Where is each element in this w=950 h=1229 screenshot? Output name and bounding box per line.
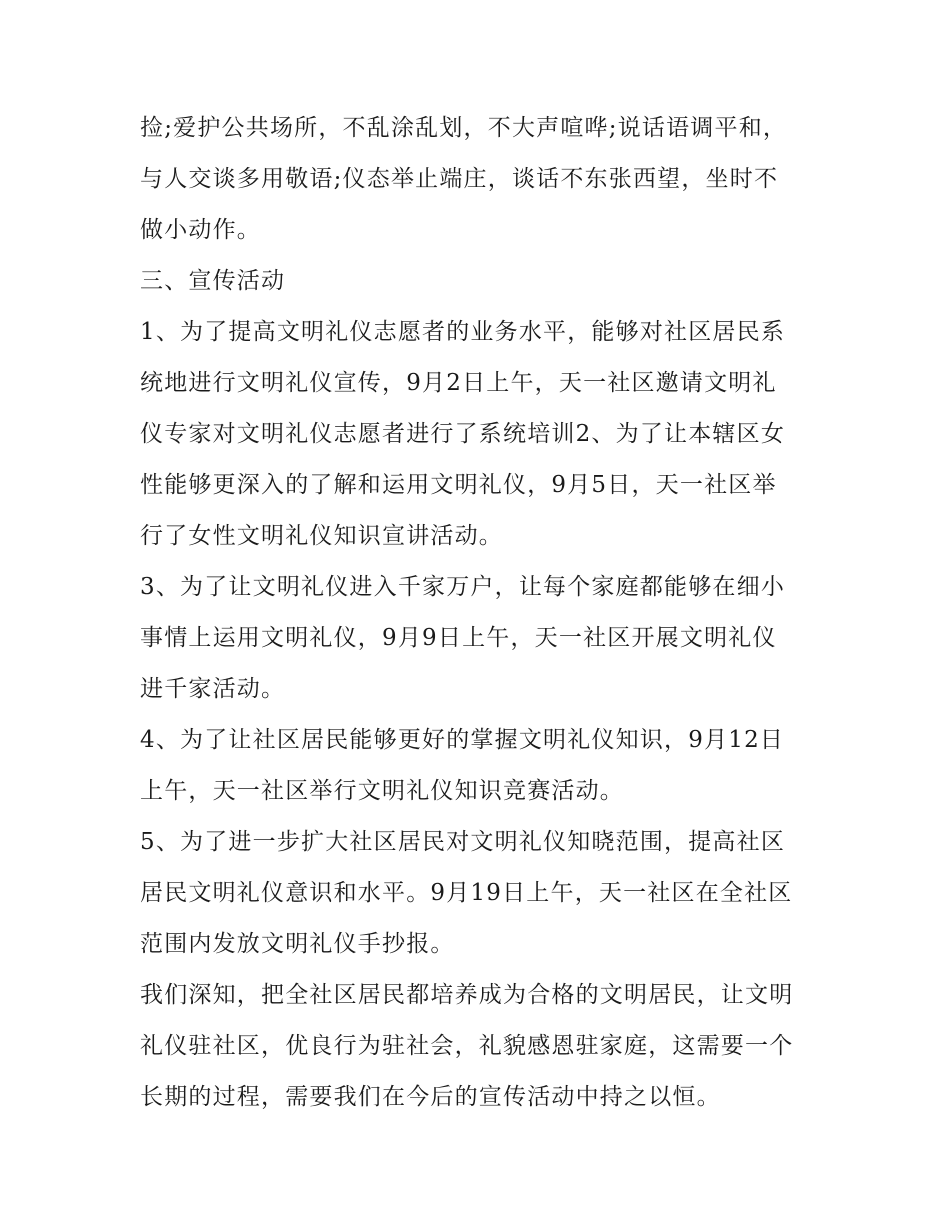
- document-body: [140, 103, 815, 1123]
- text-line: 性能够更深入的了解和运用文明礼仪，9月5日，天一社区举: [140, 472, 777, 498]
- text-line: 长期的过程，需要我们在今后的宣传活动中持之以恒。: [140, 1084, 721, 1110]
- text-line: 事情上运用文明礼仪，9月9日上午，天一社区开展文明礼仪: [140, 625, 777, 651]
- text-line: 捡;爱护公共场所，不乱涂乱划，不大声喧哗;说话语调平和，: [140, 115, 788, 141]
- text-line: 范围内发放文明礼仪手抄报。: [140, 931, 455, 957]
- text-line: 做小动作。: [140, 217, 261, 243]
- text-line: 3、为了让文明礼仪进入千家万户，让每个家庭都能够在细小: [140, 574, 786, 600]
- text-line: 进千家活动。: [140, 676, 286, 702]
- text-line: 仪专家对文明礼仪志愿者进行了系统培训2、为了让本辖区女: [140, 421, 786, 447]
- text-line: 礼仪驻社区，优良行为驻社会，礼貌感恩驻家庭，这需要一个: [140, 1033, 794, 1059]
- text-line: 统地进行文明礼仪宣传，9月2日上午，天一社区邀请文明礼: [140, 370, 777, 396]
- text-line: 上午，天一社区举行文明礼仪知识竞赛活动。: [140, 778, 624, 804]
- text-line: 与人交谈多用敬语;仪态举止端庄，谈话不东张西望，坐时不: [140, 166, 779, 192]
- text-line: 1、为了提高文明礼仪志愿者的业务水平，能够对社区居民系: [140, 319, 786, 345]
- section-heading: 三、宣传活动: [140, 268, 286, 294]
- text-line: 5、为了进一步扩大社区居民对文明礼仪知晓范围，提高社区: [140, 829, 786, 855]
- text-line: 4、为了让社区居民能够更好的掌握文明礼仪知识，9月12日: [140, 727, 785, 753]
- text-line: 行了女性文明礼仪知识宣讲活动。: [140, 523, 503, 549]
- text-line: 居民文明礼仪意识和水平。9月19日上午，天一社区在全社区: [140, 880, 793, 906]
- text-line: 我们深知，把全社区居民都培养成为合格的文明居民，让文明: [140, 982, 794, 1008]
